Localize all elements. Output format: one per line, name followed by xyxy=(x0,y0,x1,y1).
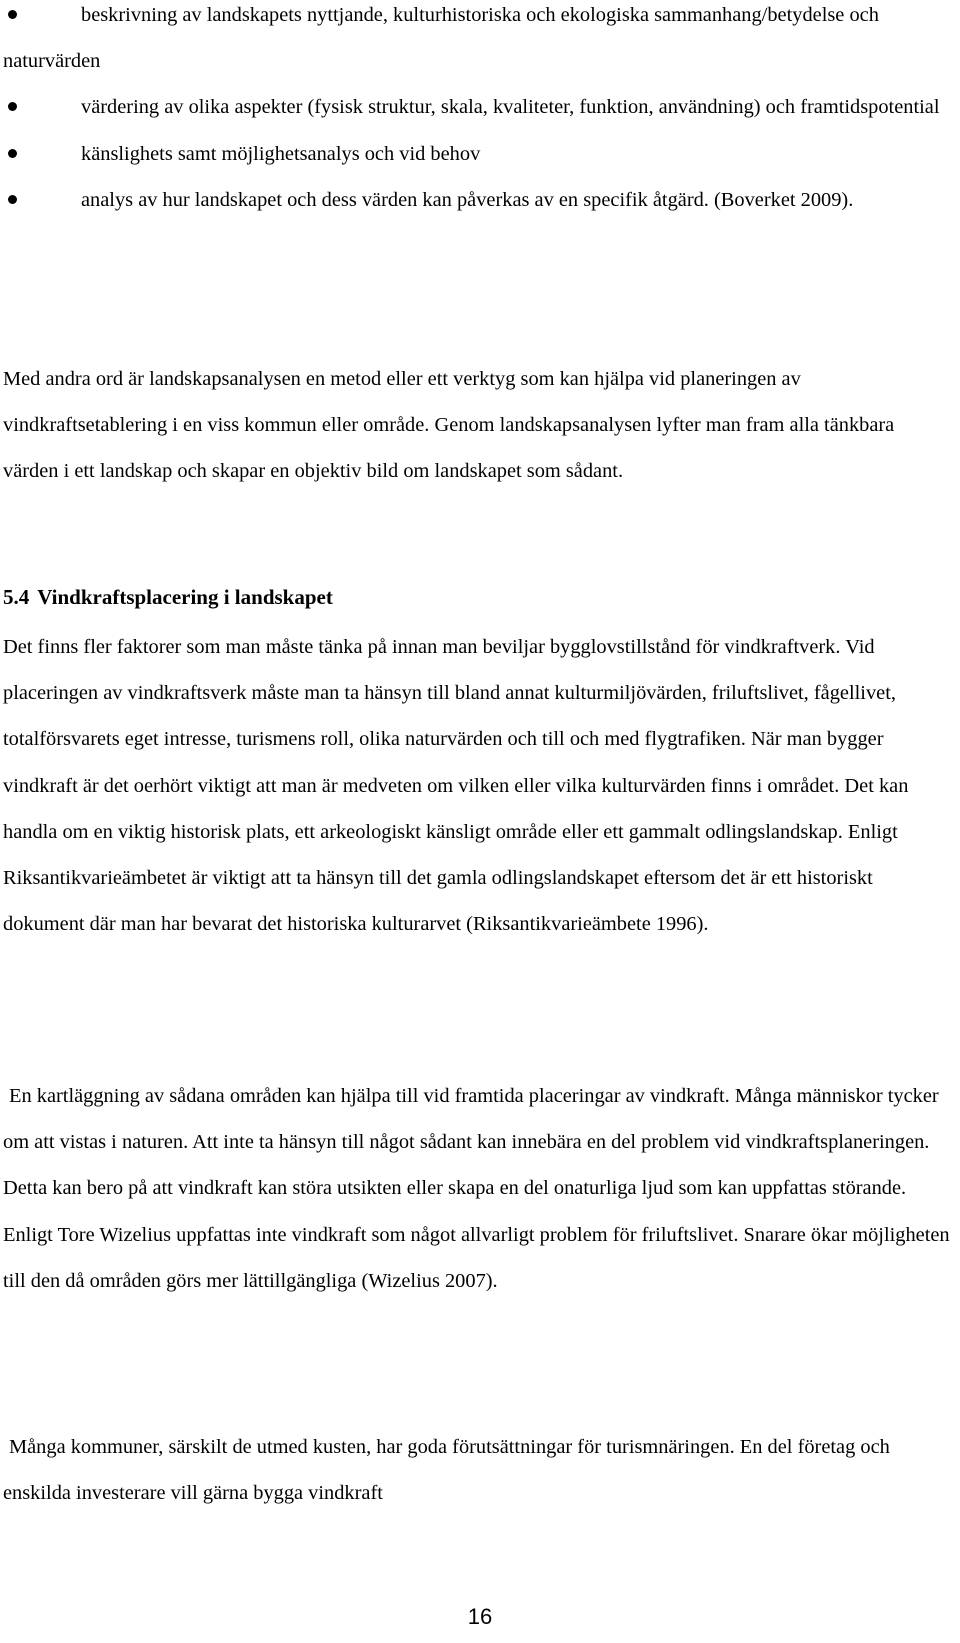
bullet-dot-icon xyxy=(8,102,17,111)
bullet-dot-icon xyxy=(8,195,17,204)
bullet-item xyxy=(3,177,953,223)
bullet-text: beskrivning av landskapets nyttjande, kulturhistoriska och ekologiska sammanhang/betydelse och naturvärden xyxy=(3,4,879,73)
paragraph-tourism: Många kommuner, särskilt de utmed kusten, har goda förutsättningar för turismnäringen. En del företag och enskilda investerare vill gärna bygga vindkraft xyxy=(3,1436,890,1505)
paragraph-factors: Det finns fler faktorer som man måste tänka på innan man beviljar bygglovstillstånd för vindkraftverk. Vid placeringen av vindkraftsverk måste man ta hänsyn till bland annat kulturmiljövärden, friluftslivet, fågellivet, totalförsvarets eget intresse, turismens roll, olika naturvärden och till och med flygtrafiken. När man bygger vindkraft är det oerhört viktigt att man är medveten om vilken eller vilka kulturvärden finns i området. Det kan handla om en viktig historisk plats, ett arkeologiskt känsligt område eller ett gammalt odlingslandskap. Enligt Riksantikvarieämbetet är viktigt att ta hänsyn till det gamla odlingslandskapet eftersom det är ett historiskt dokument där man har bevarat det historiska kulturarvet (Riksantikvarieämbete 1996). xyxy=(3,636,909,936)
bullet-text: analys av hur landskapet och dess värden kan påverkas av en specifik åtgärd. (Boverket 2009). xyxy=(81,188,854,211)
paragraph-mapping: En kartläggning av sådana områden kan hjälpa till vid framtida placeringar av vindkraft. Många människor tycker om att vistas i naturen. Att inte ta hänsyn till något sådant kan innebära en del problem vid vindkraftsplaneringen. Detta kan bero på att vindkraft kan störa utsikten eller skapa en del onaturliga ljud som kan uppfattas störande. Enligt Tore Wizelius uppfattas inte vindkraft som något allvarligt problem för friluftslivet. Snarare ökar möjligheten till den då områden görs mer lättillgängliga (Wizelius 2007). xyxy=(3,1085,950,1292)
bullet-item xyxy=(3,131,953,177)
bullet-item xyxy=(3,84,953,130)
paragraph-method: Med andra ord är landskapsanalysen en metod eller ett verktyg som kan hjälpa vid planeringen av vindkraftsetablering i en viss kommun eller område. Genom landskapsanalysen lyfter man fram alla tänkbara värden i ett landskap och skapar en objektiv bild om landskapet som sådant. xyxy=(3,368,895,483)
bullet-item xyxy=(3,0,953,84)
bullet-dot-icon xyxy=(8,149,17,158)
bullet-dot-icon xyxy=(8,10,17,19)
bullet-text: värdering av olika aspekter (fysisk struktur, skala, kvaliteter, funktion, användning) och framtidspotential xyxy=(81,96,940,119)
bullet-list xyxy=(3,0,953,223)
section-heading xyxy=(3,575,333,619)
section-title: Vindkraftsplacering i landskapet xyxy=(37,585,333,609)
page-number: 16 xyxy=(467,1604,493,1629)
section-number: 5.4 xyxy=(3,585,30,609)
bullet-text: känslighets samt möjlighetsanalys och vid behov xyxy=(81,142,481,165)
